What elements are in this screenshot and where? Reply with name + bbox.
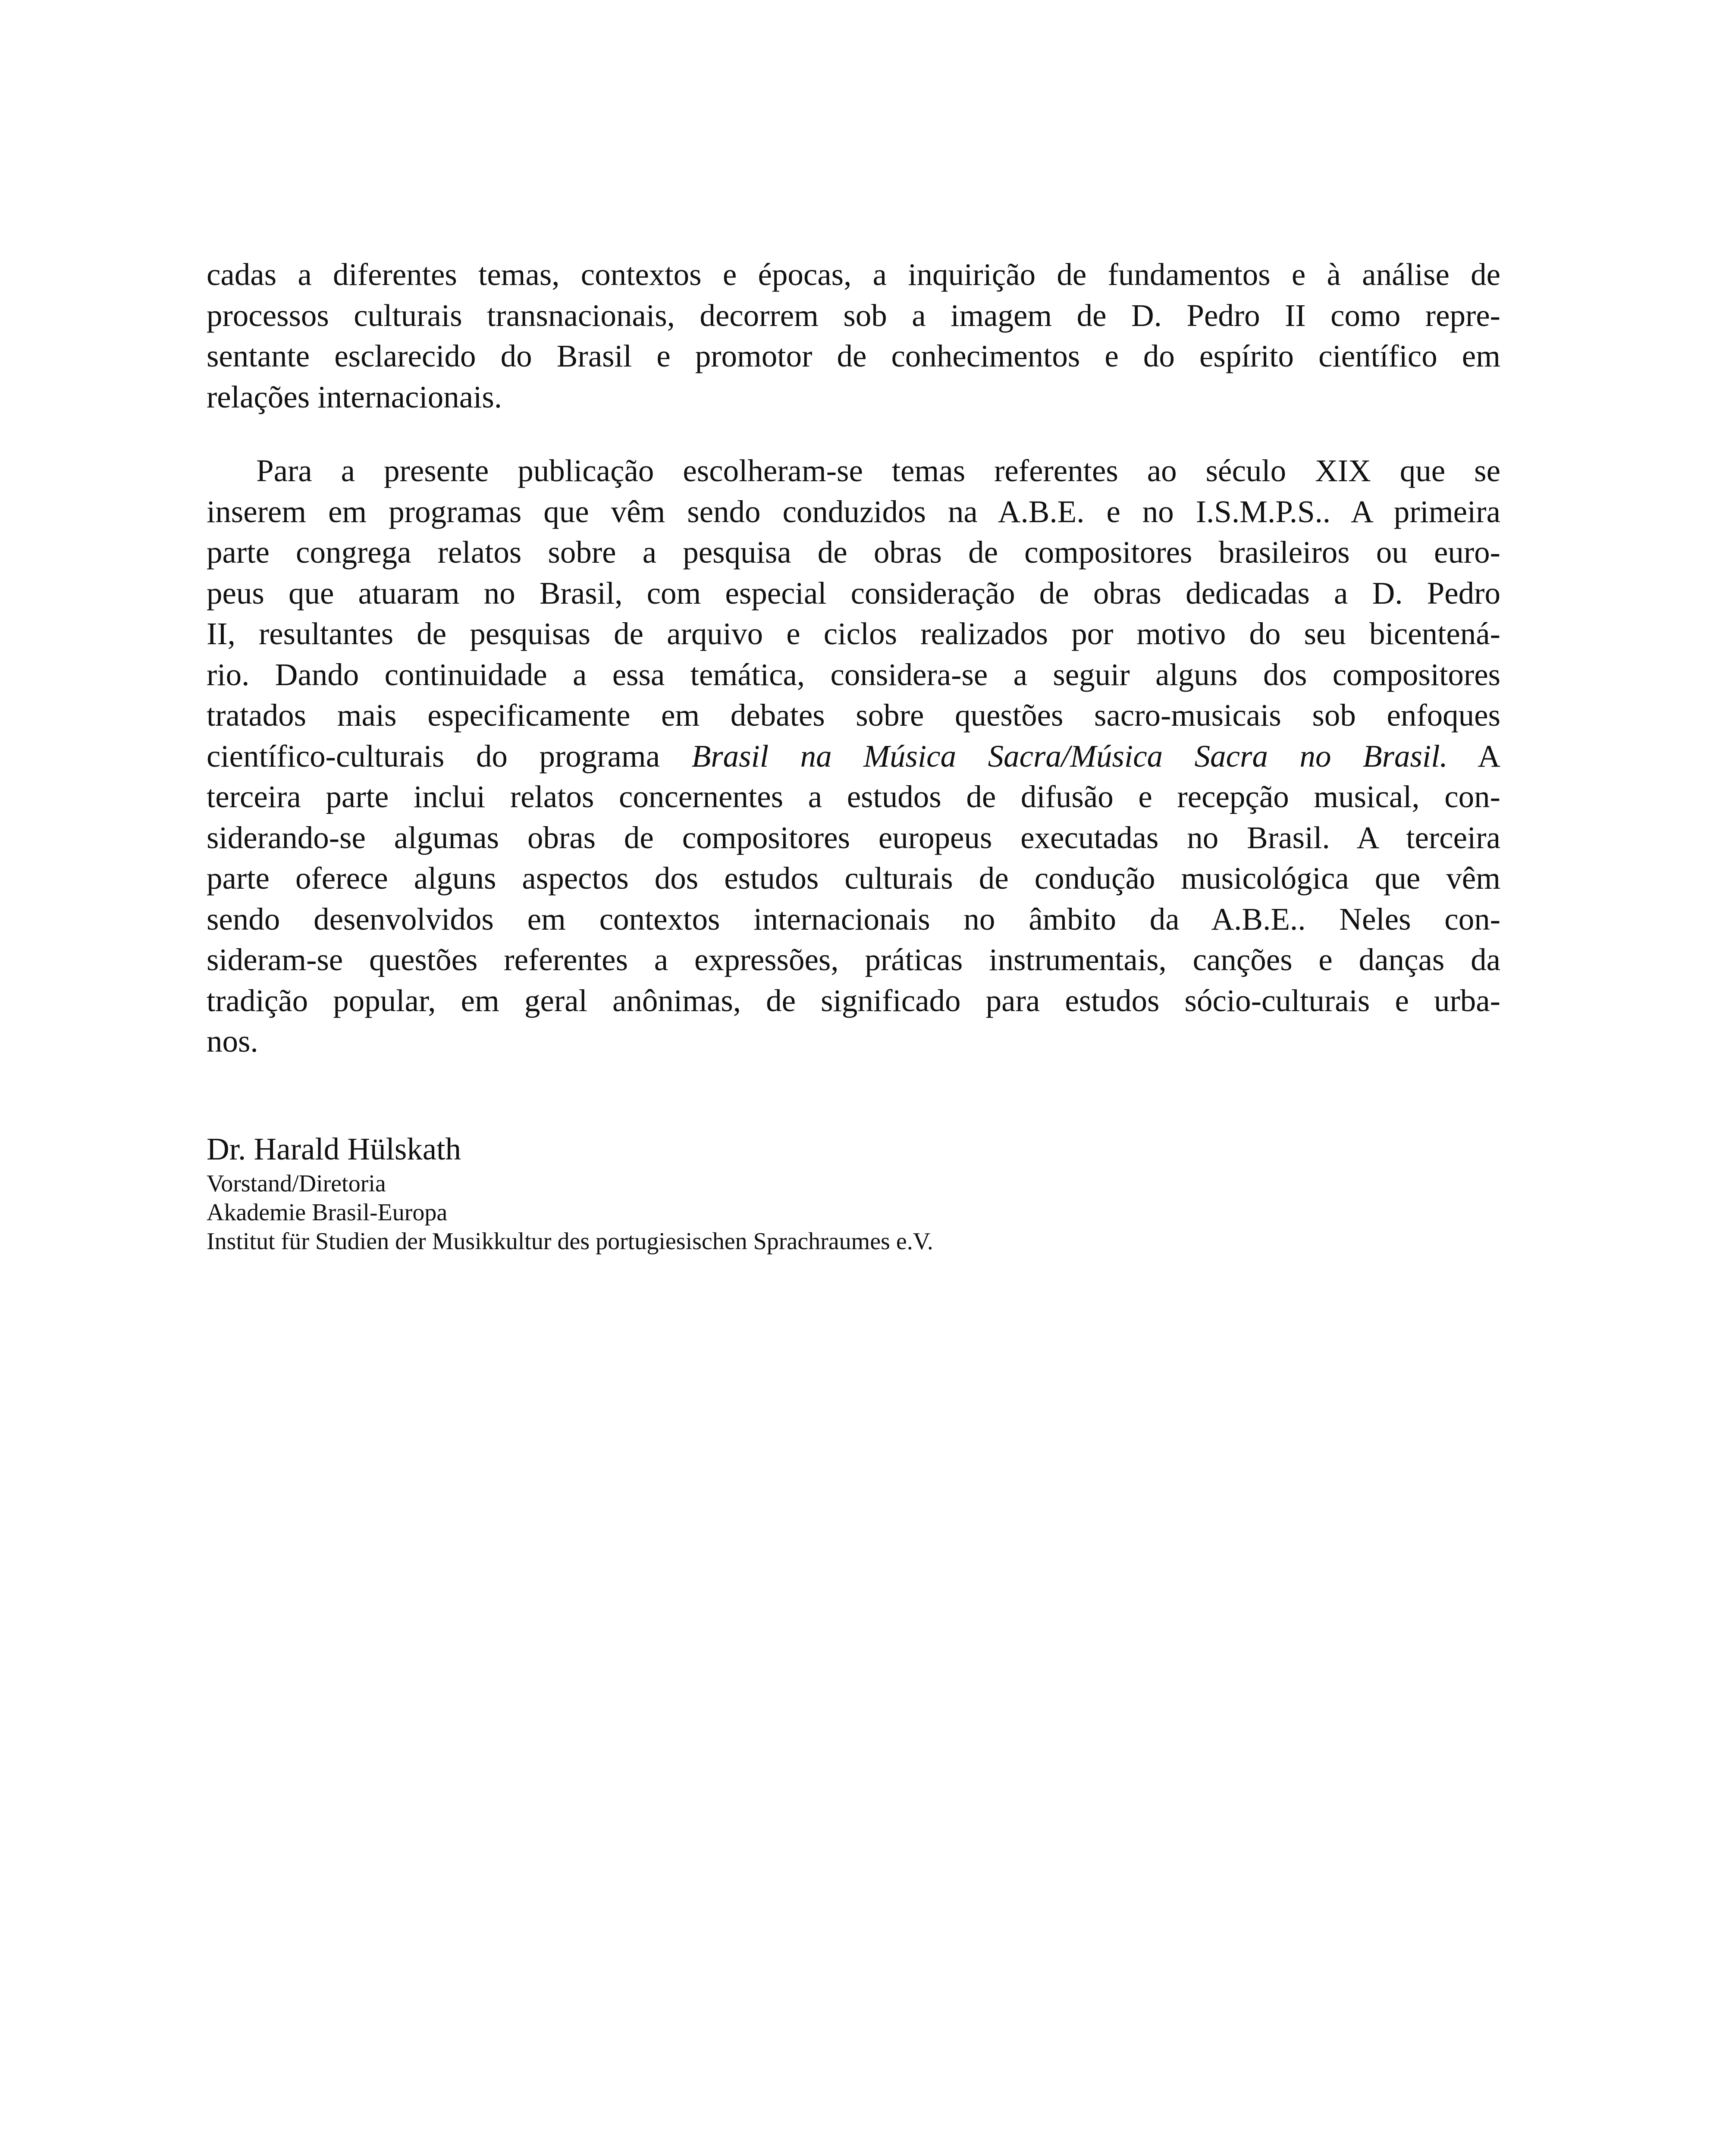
paragraph-line: parte congrega relatos sobre a pesquisa de obras de compositores brasileiros ou euro- <box>207 535 1500 570</box>
paragraph-line: processos culturais transnacionais, decorrem sob a imagem de D. Pedro II como repre- <box>207 298 1500 333</box>
paragraph-line: inserem em programas que vêm sendo conduzidos na A.B.E. e no I.S.M.P.S.. A primeira <box>207 494 1500 529</box>
paragraph-line: nos. <box>207 1024 258 1059</box>
paragraph-1 <box>207 254 1500 417</box>
paragraph-line: tratados mais especificamente em debates sobre questões sacro-musicais sob enfoques <box>207 698 1500 733</box>
paragraph-line: tradição popular, em geral anônimas, de significado para estudos sócio-culturais e urba- <box>207 983 1500 1018</box>
paragraph-2 <box>207 451 1500 1062</box>
paragraph-line: relações internacionais. <box>207 379 502 414</box>
paragraph-line: rio. Dando continuidade a essa temática, considera-se a seguir alguns dos compositores <box>207 657 1500 692</box>
paragraph-line: sideram-se questões referentes a expressões, práticas instrumentais, canções e danças da <box>207 942 1500 977</box>
signature-block <box>207 1129 933 1256</box>
program-title: Brasil na Música Sacra/Música Sacra no Brasil. <box>691 738 1448 774</box>
signatory-institute: Institut für Studien der Musikkultur des portugiesischen Sprachraumes e.V. <box>207 1228 933 1255</box>
paragraph-line: sendo desenvolvidos em contextos internacionais no âmbito da A.B.E.. Neles con- <box>207 901 1500 937</box>
paragraph-line: sentante esclarecido do Brasil e promotor de conhecimentos e do espírito científico em <box>207 338 1500 373</box>
paragraph-line: siderando-se algumas obras de compositores europeus executadas no Brasil. A terceira <box>207 820 1500 855</box>
line-prefix: científico-culturais do programa <box>207 738 692 774</box>
paragraph-line: cadas a diferentes temas, contextos e épocas, a inquirição de fundamentos e à análise de <box>207 257 1500 292</box>
paragraph-line: II, resultantes de pesquisas de arquivo e ciclos realizados por motivo do seu bicentená- <box>207 616 1500 651</box>
signatory-name: Dr. Harald Hülskath <box>207 1131 461 1166</box>
paragraph-line: Para a presente publicação escolheram-se temas referentes ao século XIX que se <box>256 453 1500 488</box>
paragraph-line: peus que atuaram no Brasil, com especial consideração de obras dedicadas a D. Pedro <box>207 575 1500 611</box>
paragraph-line: parte oferece alguns aspectos dos estudos culturais de condução musicológica que vêm <box>207 861 1500 896</box>
line-suffix: A <box>1447 738 1500 774</box>
signatory-organization: Akademie Brasil-Europa <box>207 1199 448 1226</box>
signatory-role: Vorstand/Diretoria <box>207 1170 386 1197</box>
paragraph-line-with-title <box>207 736 1500 777</box>
paragraph-line: terceira parte inclui relatos concernentes a estudos de difusão e recepção musical, con- <box>207 779 1500 814</box>
